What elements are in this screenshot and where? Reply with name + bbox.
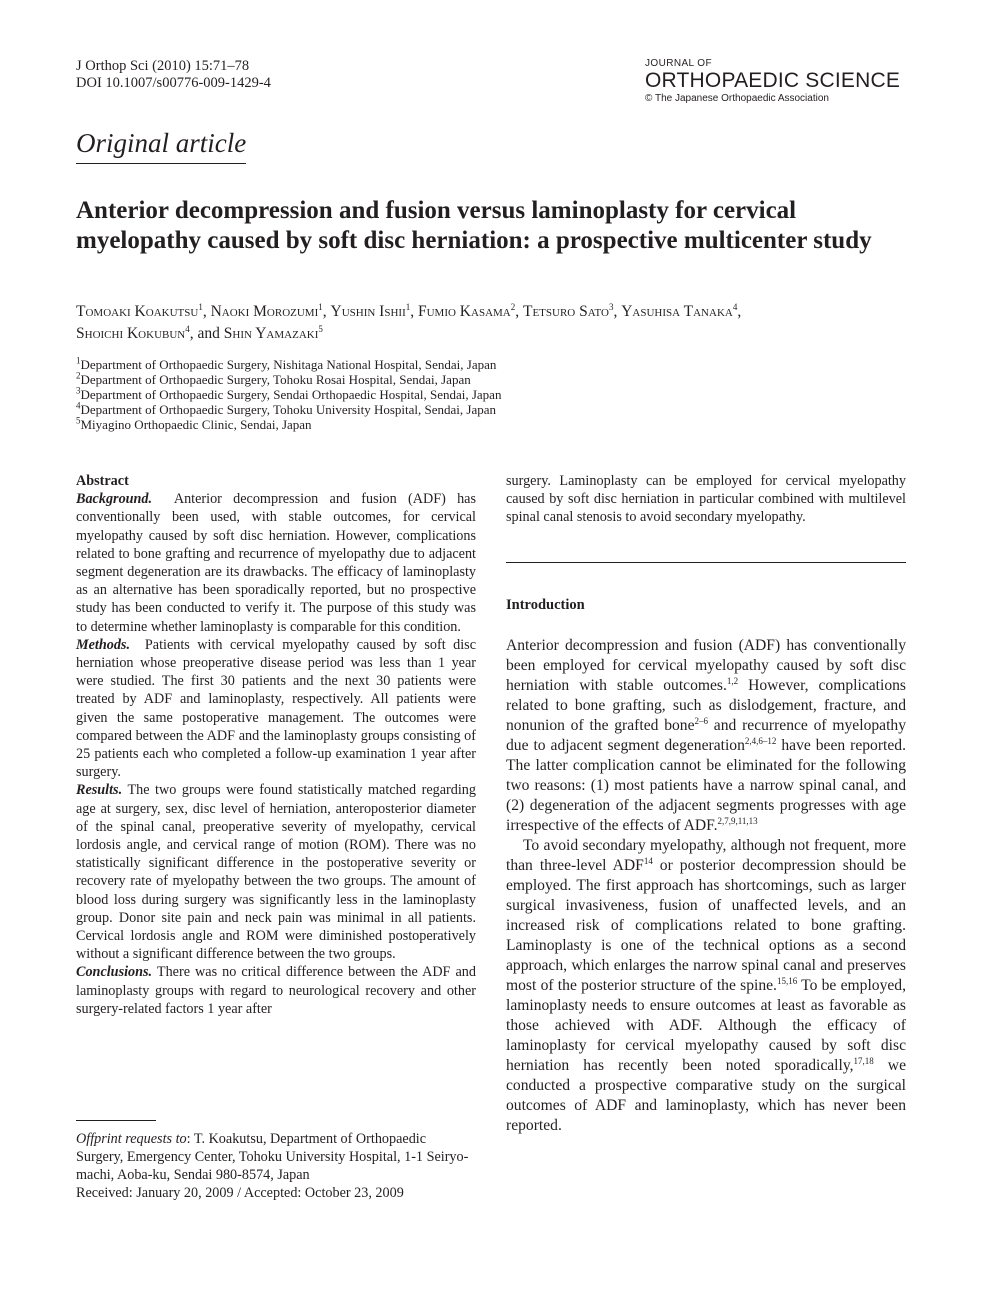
citation-reference: 2,7,9,11,13 — [717, 815, 758, 826]
abstract-background — [76, 490, 476, 636]
abstract-conclusions-continued: surgery. Laminoplasty can be employed for cervical myelopathy caused by soft disc herniation in particular combined with multilevel spinal canal stenosis to avoid secondary myelopathy. — [506, 473, 906, 526]
abstract-heading: Abstract — [76, 473, 129, 489]
author-name: Fumio Kasama — [417, 303, 511, 320]
author-affiliation-mark: 3 — [608, 301, 614, 312]
abstract-background-label: Background. — [76, 491, 153, 508]
abstract-results-text: The two groups were found statistically matched regarding age at surgery, sex, disc level of herniation, anteroposterior diameter of the spinal canal, preoperative severity of myelopathy, cervical lordosis angle, and cervical range of motion (ROM). There was no statistically significant difference in the postoperative severity or recovery rate of myelopathy between the two groups. The amount of blood loss during surgery was significantly less in the laminoplasty group. Donor site pain and neck pain was minimal in all patients. Cervical lordosis angle and ROM were diminished postoperatively without a significant difference between the two groups. — [76, 782, 476, 963]
footnote — [76, 1130, 476, 1202]
introduction-paragraph — [506, 836, 906, 1136]
affiliation-item: $^5$Miyagino Orthopaedic Clinic, Sendai, Japan — [76, 415, 312, 432]
text-run: and recurrence of myelopathy due to adjacent segment degeneration — [506, 717, 907, 754]
journal-logo — [645, 58, 907, 105]
author-affiliation-mark: 1 — [318, 301, 323, 312]
journal-copyright: © The Japanese Orthopaedic Association — [645, 93, 829, 104]
text-run: To avoid secondary myelopathy, although not frequent, more than three-level ADF — [506, 837, 906, 874]
abstract-methods-text: Patients with cervical myelopathy caused by soft disc herniation whose preoperative disease period was less than 1 year were studied. The first 30 patients and the next 30 patients were treated by ADF and laminoplasty, respectively. All patients were given the same postoperative management. The outcomes were compared between the ADF and the laminoplasty groups consisting of 25 patients each who completed a follow-up examination 1 year after surgery. — [76, 636, 476, 781]
citation-reference: 14 — [643, 855, 653, 866]
article-type: Original article — [76, 126, 246, 164]
affiliation-item: $^1$Department of Orthopaedic Surgery, Nishitaga National Hospital, Sendai, Japan — [76, 355, 497, 372]
author-name: Yushin Ishii — [330, 303, 406, 320]
text-run: or posterior decompression should be employed. The first approach has shortcomings, such as larger surgical invasiveness, fusion of unaffected levels, and an increased risk of complications related to bone grafting. Laminoplasty is one of the technical options as a second approach, which enlarges the narrow spinal canal and preserves most of the posterior structure of the spine. — [506, 857, 906, 994]
author-affiliation-mark: 2 — [510, 301, 516, 312]
text-run: However, complications related to bone grafting, such as dislodgement, fracture, and nonunion of the grafted bone — [506, 677, 906, 734]
text-run: Anterior decompression and fusion (ADF) has conventionally been employed for cervical myelopathy caused by soft disc herniation with stable outcomes. — [506, 637, 906, 694]
abstract-methods — [76, 636, 476, 782]
journal-logo-small: JOURNAL OF — [645, 58, 712, 69]
citation-reference: 2–6 — [694, 715, 709, 726]
text-run: To be employed, laminoplasty needs to ensure outcomes at least as favorable as those achieved with ADF. Although the efficacy of laminoplasty for cervical myelopathy caused by soft disc herniation has recently been noted sporadically, — [506, 977, 906, 1074]
author-name: Shoichi Kokubun — [76, 325, 186, 342]
received-accepted: Received: January 20, 2009 / Accepted: October 23, 2009 — [76, 1185, 404, 1201]
abstract-column — [76, 472, 476, 1018]
citation-reference: 15,16 — [776, 975, 798, 986]
abstract-continued — [506, 472, 906, 527]
affiliation-item: $^4$Department of Orthopaedic Surgery, Tohoku University Hospital, Sendai, Japan — [76, 400, 496, 417]
offprint-text: : T. Koakutsu, Department of Orthopaedic Surgery, Emergency Center, Tohoku University Hospital, 1-1 Seiryo-machi, Aoba-ku, Sendai 980-8574, Japan — [76, 1131, 469, 1183]
affiliation-item: $^3$Department of Orthopaedic Surgery, Sendai Orthopaedic Hospital, Sendai, Japan — [76, 385, 502, 402]
abstract-results-label: Results. — [76, 782, 123, 799]
text-run: have been reported. The latter complication cannot be eliminated for the following two reasons: (1) most patients have a narrow spinal canal, and (2) degeneration of the adjacent segments progresses with age irrespective of the effects of ADF. — [506, 737, 906, 834]
journal-citation: J Orthop Sci (2010) 15:71–78 — [76, 58, 250, 74]
abstract-methods-label: Methods. — [76, 636, 130, 653]
footnote-rule — [76, 1120, 156, 1121]
offprint-request — [76, 1130, 476, 1184]
abstract-background-text: Anterior decompression and fusion (ADF) has conventionally been used, with stable outcomes, for cervical myelopathy caused by soft disc herniation. However, complications related to bone grafting and recurrence of myelopathy due to adjacent segment degeneration are its drawbacks. The efficacy of laminoplasty as an alternative has been sporadically reported, but no prospective study has been conducted to verify it. The purpose of this study was to determine whether laminoplasty is comparable for this condition. — [76, 491, 476, 635]
citation-reference: 1,2 — [726, 675, 739, 686]
author-affiliation-mark: 1 — [405, 301, 411, 312]
citation-reference: 2,4,6–12 — [744, 735, 777, 746]
author-name: Yasuhisa Tanaka — [621, 303, 733, 320]
abstract-conclusions-text: There was no critical difference between the ADF and laminoplasty groups with regard to neurological recovery and other surgery-related factors 1 year after — [76, 964, 476, 1017]
introduction-paragraph — [506, 636, 906, 836]
affiliation-list — [76, 357, 636, 432]
citation-block — [76, 58, 271, 92]
author-name: Shin Yamazaki — [223, 325, 319, 342]
author-list: Tomoaki Koakutsu$^1$, Naoki Morozumi$^1$, Yushin Ishii$^1$, Fumio Kasama$^2$, Tetsuro Sato$^3$, Yasuhisa Tanaka$^4$, Shoichi Kokubun$^4$, and Shin Yamazaki$^5$ — [76, 301, 742, 342]
text-run: we conducted a prospective comparative study on the surgical outcomes of ADF and laminoplasty, which has never been reported. — [506, 1057, 906, 1134]
introduction-body — [506, 636, 906, 1136]
author-name: Tomoaki Koakutsu — [76, 303, 199, 320]
author-name: Naoki Morozumi — [210, 303, 319, 320]
affiliation-item: $^2$Department of Orthopaedic Surgery, Tohoku Rosai Hospital, Sendai, Japan — [76, 370, 471, 387]
abstract-results — [76, 781, 476, 963]
journal-logo-name: ORTHOPAEDIC SCIENCE — [645, 69, 901, 92]
abstract-conclusions — [76, 963, 476, 1018]
author-affiliation-mark: 1 — [198, 301, 203, 312]
abstract-conclusions-label: Conclusions. — [76, 964, 153, 981]
section-divider — [506, 562, 906, 563]
doi: DOI 10.1007/s00776-009-1429-4 — [76, 75, 271, 91]
citation-reference: 17,18 — [853, 1055, 874, 1066]
author-affiliation-mark: 4 — [732, 301, 738, 312]
article-title: Anterior decompression and fusion versus laminoplasty for cervical myelopathy caused by soft disc herniation: a prospective multicenter study — [76, 197, 872, 254]
offprint-label: Offprint requests to — [76, 1131, 187, 1147]
author-affiliation-mark: 5 — [318, 323, 323, 334]
author-name: Tetsuro Sato — [523, 303, 609, 320]
author-affiliation-mark: 4 — [185, 323, 190, 334]
introduction-heading: Introduction — [506, 597, 585, 613]
